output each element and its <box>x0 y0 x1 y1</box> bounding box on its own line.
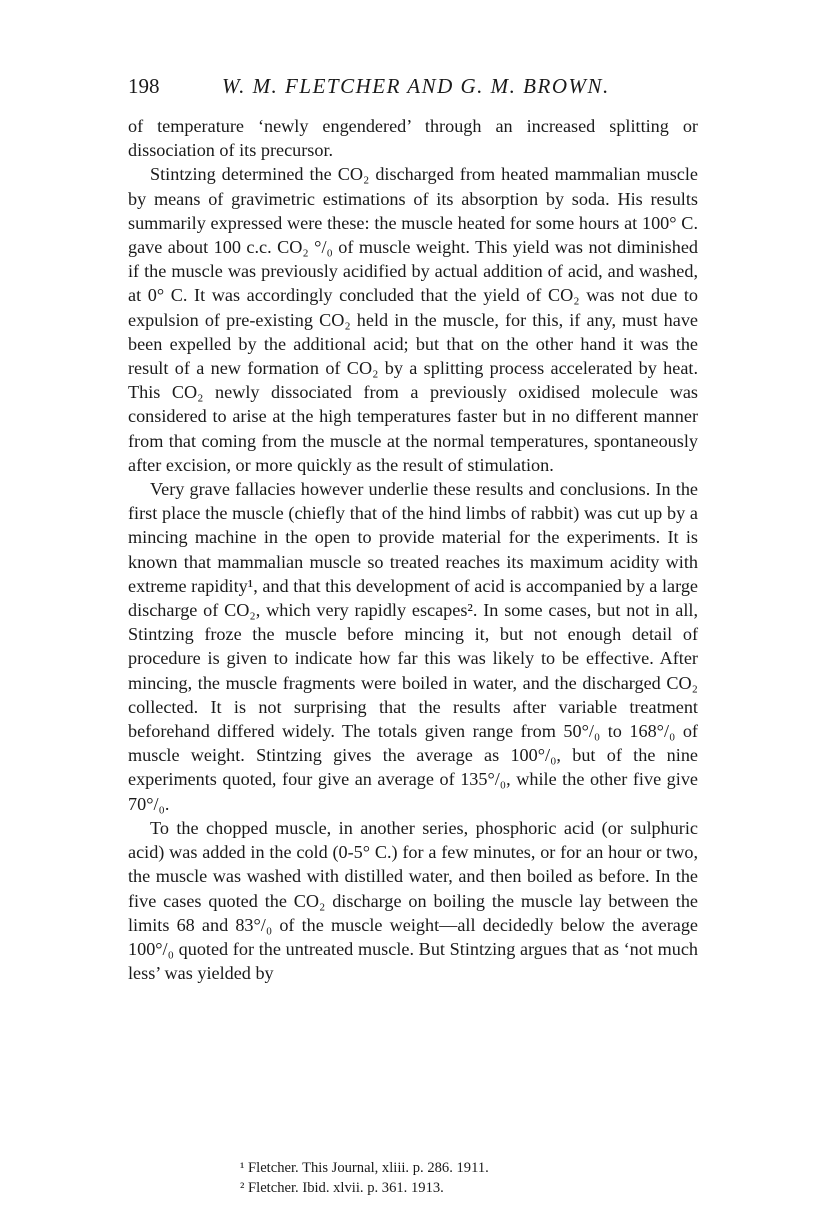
paragraph-2: Stintzing determined the CO₂ discharged from heated mammalian muscle by means of gravimetric estimations of its absorption by soda. His results summarily expressed were these: the muscle heated for some hours at 100° C. gave about 100 c.c. CO₂ °/₀ of muscle weight. This yield was not diminished if the muscle was previously acidified by actual addition of acid, and washed, at 0° C. It was accordingly concluded that the yield of CO₂ was not due to expulsion of pre-existing CO₂ held in the muscle, for this, if any, must have been expelled by the additional acid; but that on the other hand it was the result of a new formation of CO₂ by a splitting process accelerated by heat. This CO₂ newly dissociated from a previously oxidised molecule was considered to arise at the high temperatures faster but in no different manner from that coming from the muscle at the normal temperatures, spontaneously after excision, or more quickly as the result of stimulation. <box>128 164 698 475</box>
paragraph-4: To the chopped muscle, in another series, phosphoric acid (or sulphuric acid) was added in the cold (0-5° C.) for a few minutes, or for an hour or two, the muscle was washed with distilled water, and then boiled as before. In the five cases quoted the CO₂ discharge on boiling the muscle lay between the limits 68 and 83°/₀ of the muscle weight—all decidedly below the average 100°/₀ quoted for the untreated muscle. But Stintzing argues that as ‘not much less’ was yielded by <box>128 817 698 984</box>
paragraph-1: of temperature ‘newly engendered’ through an increased splitting or dissociation of its precursor. <box>128 116 698 161</box>
body-text <box>128 114 698 985</box>
running-head: W. M. FLETCHER AND G. M. BROWN. <box>222 74 610 98</box>
footnote-2: ² Fletcher. Ibid. xlvii. p. 361. 1913. <box>240 1180 444 1196</box>
footnote-1: ¹ Fletcher. This Journal, xliii. p. 286. 1911. <box>240 1160 489 1176</box>
page-header <box>128 74 698 104</box>
footnotes <box>240 1158 680 1198</box>
paragraph-3: Very grave fallacies however underlie these results and conclusions. In the first place the muscle (chiefly that of the hind limbs of rabbit) was cut up by a mincing machine in the open to provide material for the experiments. It is known that mammalian muscle so treated reaches its maximum acidity with extreme rapidity¹, and that this development of acid is accompanied by a large discharge of CO₂, which very rapidly escapes². In some cases, but not in all, Stintzing froze the muscle before mincing it, but not enough detail of procedure is given to indicate how far this was likely to be effective. After mincing, the muscle fragments were boiled in water, and the discharged CO₂ collected. It is not surprising that the results after variable treatment beforehand differed widely. The totals given range from 50°/₀ to 168°/₀ of muscle weight. Stintzing gives the average as 100°/₀, but of the nine experiments quoted, four give an average of 135°/₀, while the other five give 70°/₀. <box>128 479 698 814</box>
page-number: 198 <box>128 74 160 98</box>
